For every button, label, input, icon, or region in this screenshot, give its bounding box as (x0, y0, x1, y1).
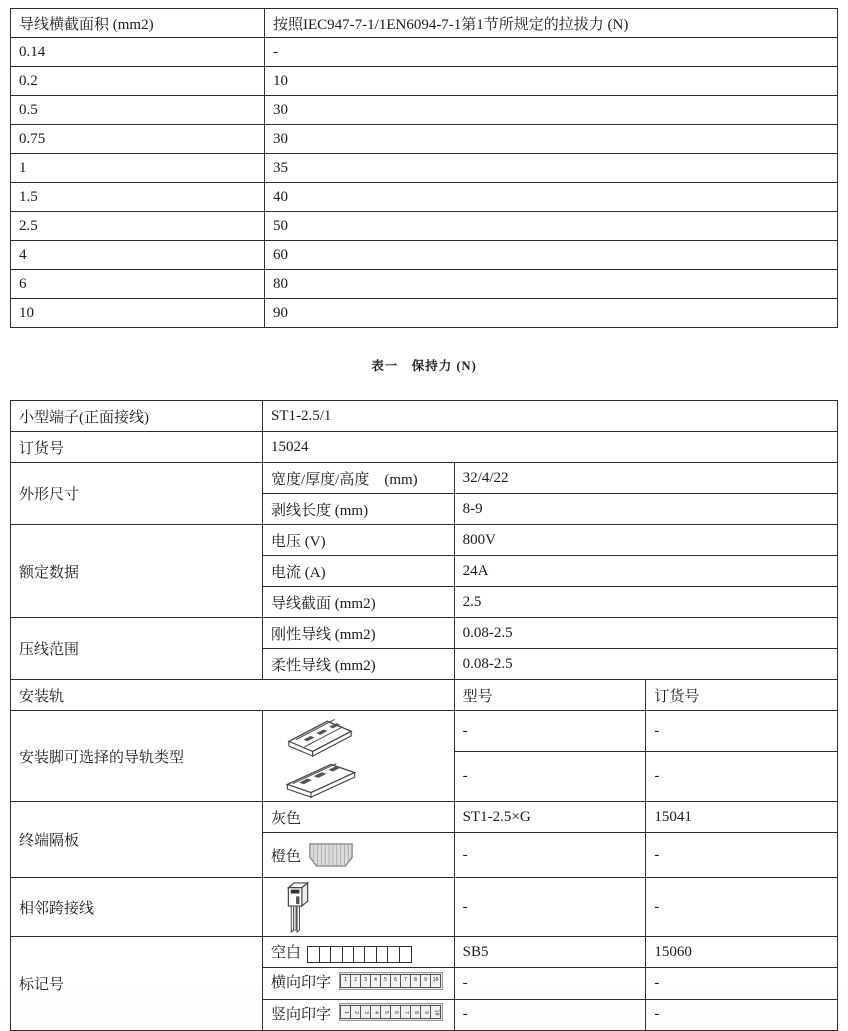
cell-area: 0.75 (11, 125, 265, 154)
value-rail2-model: - (454, 752, 646, 802)
cell-area: 1 (11, 154, 265, 183)
cell-area: 4 (11, 241, 265, 270)
label-wire-section: 导线截面 (mm2) (263, 587, 455, 618)
hprint-label: 横向印字 (271, 975, 332, 991)
value-jumper-order: - (646, 878, 838, 937)
table-row (11, 463, 838, 494)
label-voltage: 电压 (V) (263, 525, 455, 556)
cell-force: 40 (265, 183, 838, 212)
value-grey-order: 15041 (646, 802, 838, 833)
table-row (11, 183, 838, 212)
value-current: 24A (454, 556, 837, 587)
blank-label: 空白 (271, 945, 302, 962)
cell-force: 80 (265, 270, 838, 299)
table-row (11, 711, 838, 752)
label-terminal-type: 小型端子(正面接线) (11, 401, 263, 432)
din-rail-flat-icon (283, 759, 359, 799)
value-wire-section: 2.5 (454, 587, 837, 618)
cell-force: 30 (265, 96, 838, 125)
table-row (11, 618, 838, 649)
cell-force: 50 (265, 212, 838, 241)
table-row (11, 802, 838, 833)
din-rail-top-hat-icon (283, 713, 357, 757)
table-row (11, 125, 838, 154)
value-grey-model: ST1-2.5×G (454, 802, 646, 833)
table-row (11, 299, 838, 328)
value-vprint-model: - (454, 999, 646, 1031)
orange-cell (263, 833, 455, 878)
hprint-marker-cell (263, 968, 455, 1000)
cell-area: 2.5 (11, 212, 265, 241)
table-row (11, 9, 838, 38)
table-row (11, 401, 838, 432)
value-hprint-model: - (454, 968, 646, 1000)
value-order-number: 15024 (263, 432, 838, 463)
table-row (11, 154, 838, 183)
marker-strip-vertical-print-icon: 1 2 3 4 5 6 7 8 9 10 (339, 1003, 443, 1021)
table-row (11, 212, 838, 241)
label-flexible-wire: 柔性导线 (mm2) (263, 649, 455, 680)
rail-icons-cell (263, 711, 455, 802)
value-rigid-wire: 0.08-2.5 (454, 618, 837, 649)
header-model: 型号 (454, 680, 646, 711)
value-orange-order: - (646, 833, 838, 878)
table-row (11, 432, 838, 463)
col-header-wire-area: 导线横截面积 (mm2) (11, 9, 265, 38)
header-mounting-rail: 安装轨 (11, 680, 455, 711)
cell-area: 10 (11, 299, 265, 328)
table-row (11, 937, 838, 968)
vprint-label: 竖向印字 (271, 1006, 332, 1023)
value-rail1-order: - (646, 711, 838, 752)
table-row (11, 67, 838, 96)
cell-force: 60 (265, 241, 838, 270)
blank-marker-cell (263, 937, 455, 968)
cell-area: 1.5 (11, 183, 265, 212)
table-caption: 表一 保持力 (N) (371, 359, 477, 373)
retention-force-table (10, 8, 838, 328)
header-order-number: 订货号 (646, 680, 838, 711)
label-adjacent-jumper: 相邻跨接线 (11, 878, 263, 937)
cell-force: 10 (265, 67, 838, 96)
label-order-number: 订货号 (11, 432, 263, 463)
cell-area: 6 (11, 270, 265, 299)
cell-area: 0.2 (11, 67, 265, 96)
partition-plate-icon (307, 842, 355, 868)
table-row (11, 241, 838, 270)
terminal-spec-table (10, 400, 838, 1031)
value-voltage: 800V (454, 525, 837, 556)
table-row (11, 96, 838, 125)
label-width-thickness-height: 宽度/厚度/高度 (mm) (263, 463, 455, 494)
value-flexible-wire: 0.08-2.5 (454, 649, 837, 680)
label-strip-length: 剥线长度 (mm) (263, 494, 455, 525)
table-row (11, 680, 838, 711)
cell-area: 0.5 (11, 96, 265, 125)
label-clamp-range: 压线范围 (11, 618, 263, 680)
value-rail2-order: - (646, 752, 838, 802)
label-rated-data: 额定数据 (11, 525, 263, 618)
table-row (11, 525, 838, 556)
value-jumper-model: - (454, 878, 646, 937)
label-current: 电流 (A) (263, 556, 455, 587)
cell-area: 0.14 (11, 38, 265, 67)
cell-force: - (265, 38, 838, 67)
value-vprint-order: - (646, 999, 838, 1031)
table-row (11, 270, 838, 299)
label-grey: 灰色 (263, 802, 455, 833)
label-dimensions: 外形尺寸 (11, 463, 263, 525)
vprint-marker-cell (263, 999, 455, 1031)
value-hprint-order: - (646, 968, 838, 1000)
value-width-thickness-height: 32/4/22 (454, 463, 837, 494)
marker-strip-blank-icon (309, 946, 412, 963)
value-terminal-type: ST1-2.5/1 (263, 401, 838, 432)
label-end-partition: 终端隔板 (11, 802, 263, 878)
value-orange-model: - (454, 833, 646, 878)
table-row (11, 38, 838, 67)
jumper-icon-cell (263, 878, 455, 937)
value-strip-length: 8-9 (454, 494, 837, 525)
jumper-bridge-icon (283, 880, 446, 934)
table-row (11, 878, 838, 937)
label-mounting-foot-rail-types: 安装脚可选择的导轨类型 (11, 711, 263, 802)
label-rigid-wire: 刚性导线 (mm2) (263, 618, 455, 649)
value-blank-model: SB5 (454, 937, 646, 968)
label-marker: 标记号 (11, 937, 263, 1031)
value-rail1-model: - (454, 711, 646, 752)
marker-strip-horizontal-print-icon: 1 2 3 4 5 6 7 8 9 10 (339, 972, 443, 990)
orange-label: 橙色 (271, 848, 302, 865)
value-blank-order: 15060 (646, 937, 838, 968)
col-header-pullout-force: 按照IEC947-7-1/1EN6094-7-1第1节所规定的拉拔力 (N) (265, 9, 838, 38)
cell-force: 30 (265, 125, 838, 154)
cell-force: 90 (265, 299, 838, 328)
cell-force: 35 (265, 154, 838, 183)
